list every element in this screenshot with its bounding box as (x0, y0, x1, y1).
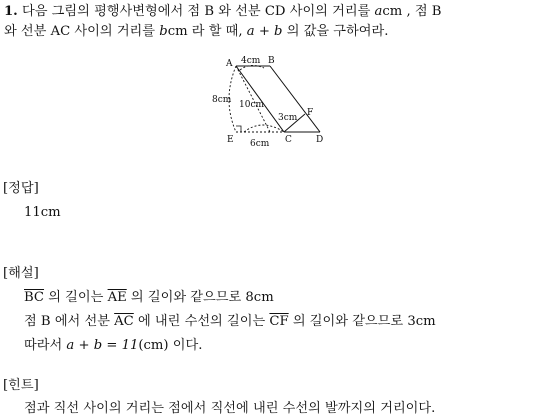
hint-text: 점과 직선 사이의 거리는 점에서 직선에 내린 수선의 발까지의 거리이다. (24, 401, 436, 416)
label-a: A (226, 59, 233, 69)
problem-text-1b: cm , 점 B (382, 4, 442, 19)
explanation-text-2a: 점 B 에서 선분 (24, 314, 115, 329)
explanation-text-1a: 의 길이는 (44, 290, 108, 305)
label-cf-length: 3cm (278, 113, 298, 123)
var-a: a (374, 4, 383, 19)
problem-text-2c: 의 값을 구하여라. (282, 24, 389, 39)
problem-text-2a: 와 선분 AC 사이의 거리를 (4, 24, 160, 39)
problem-number: 1. (4, 4, 18, 19)
explanation-line-2 (24, 313, 436, 330)
explanation-text-3a: 따라서 (24, 338, 67, 353)
answer-value: 11cm (24, 205, 61, 220)
hint-header: [힌트] (3, 378, 39, 393)
segment-ac-label: $\overline{AC}$ (114, 314, 134, 329)
problem-text-1a: 다음 그림의 평행사변형에서 점 B 와 선분 CD 사이의 거리를 (21, 4, 375, 19)
label-ae-length: 8cm (212, 95, 232, 105)
label-d: D (316, 135, 324, 145)
explanation-text-3b: (cm) 이다. (138, 338, 203, 353)
answer-header: [정답] (3, 181, 39, 196)
arc-ec-dashed (244, 125, 284, 132)
var-b: b (159, 24, 168, 39)
expression-a-plus-b: a + b (246, 24, 283, 39)
explanation-line-1 (24, 289, 274, 306)
segment-ae-label: $\overline{AE}$ (107, 290, 127, 305)
label-c: C (285, 135, 292, 145)
explanation-text-1b: 의 길이와 같으므로 8cm (126, 290, 274, 305)
problem-text-2b: cm 라 할 때, (167, 24, 247, 39)
label-ec-length: 6cm (250, 139, 270, 149)
label-e: E (227, 135, 234, 145)
explanation-text-2c: 의 길이와 같으므로 3cm (288, 314, 436, 329)
right-angle-e (236, 126, 241, 132)
label-ab-length: 4cm (241, 56, 261, 66)
explanation-text-2b: 에 내린 수선의 길이는 (133, 314, 270, 329)
segment-a-c-dashed (236, 66, 270, 132)
label-b: B (268, 56, 275, 66)
label-f: F (307, 108, 314, 118)
segment-ac (236, 66, 284, 132)
explanation-expression: a + b = 11 (66, 338, 139, 353)
explanation-header: [해설] (3, 266, 39, 281)
label-ac-length: 10cm (239, 100, 265, 110)
segment-cf-label: $\overline{CF}$ (269, 314, 289, 329)
segment-bc-label: $\overline{BC}$ (24, 290, 45, 305)
explanation-line-3 (24, 337, 202, 354)
